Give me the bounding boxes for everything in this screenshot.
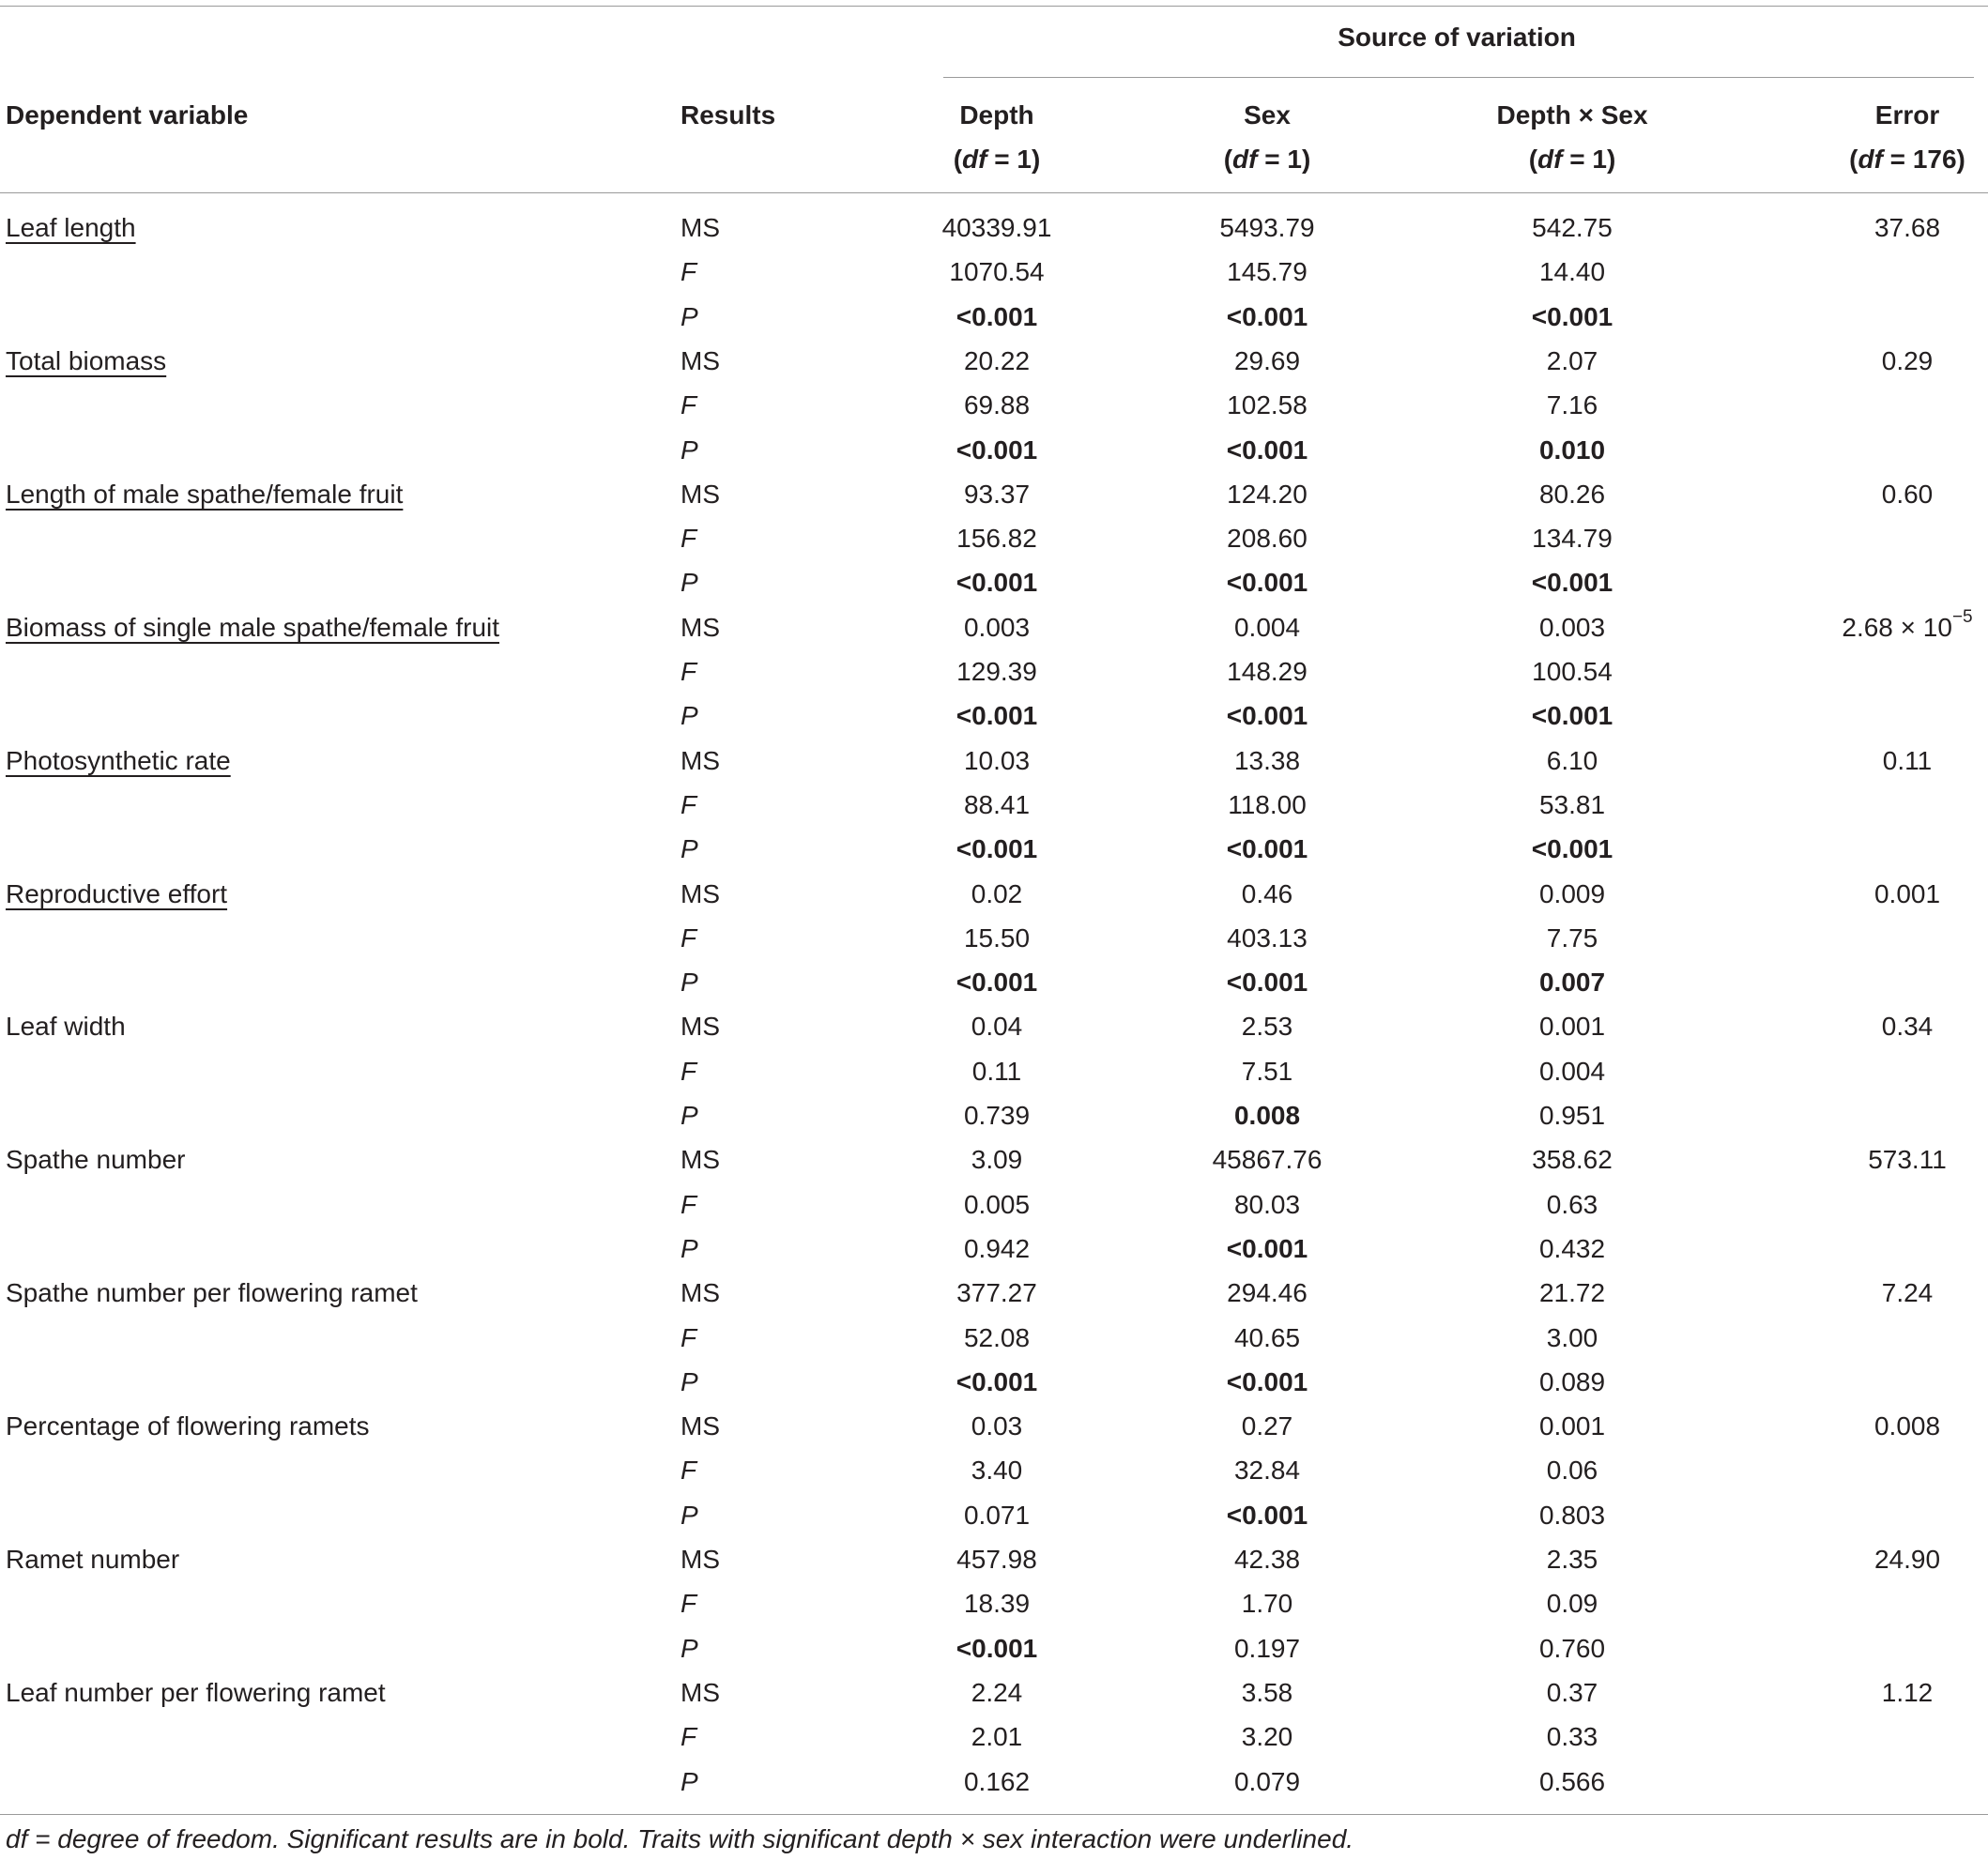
column-header-2: Sex bbox=[1244, 100, 1291, 130]
f-value: 148.29 bbox=[1227, 657, 1307, 686]
p-value: 0.162 bbox=[963, 1766, 1031, 1796]
f-value: 3.20 bbox=[1241, 1722, 1293, 1752]
result-label-p: P bbox=[681, 1233, 698, 1263]
result-label-ms: MS bbox=[681, 213, 720, 242]
df-symbol: df bbox=[1858, 145, 1883, 174]
p-value: <0.001 bbox=[956, 1366, 1038, 1396]
ms-value: 40339.91 bbox=[941, 213, 1052, 242]
result-label-p: P bbox=[681, 1101, 698, 1130]
result-label-f: F bbox=[681, 1322, 697, 1352]
error-exponent: −5 bbox=[1951, 607, 1973, 628]
f-value: 40.65 bbox=[1233, 1322, 1301, 1352]
dependent-variable: Leaf width bbox=[6, 1012, 126, 1042]
f-value: 145.79 bbox=[1227, 257, 1307, 287]
error-value: 0.60 bbox=[1881, 479, 1934, 509]
ms-value: 13.38 bbox=[1233, 745, 1301, 775]
ms-value: 0.004 bbox=[1233, 612, 1301, 642]
header-results: Results bbox=[681, 100, 776, 130]
p-value: 0.739 bbox=[963, 1101, 1031, 1130]
error-value: 0.34 bbox=[1881, 1012, 1934, 1042]
result-label-ms: MS bbox=[681, 1411, 720, 1441]
result-label-f: F bbox=[681, 257, 697, 287]
ms-value: 2.53 bbox=[1241, 1012, 1293, 1042]
ms-value: 3.09 bbox=[971, 1145, 1023, 1175]
f-value: 80.03 bbox=[1233, 1189, 1301, 1219]
result-label-f: F bbox=[681, 1456, 697, 1486]
f-value: 1.70 bbox=[1241, 1589, 1293, 1619]
ms-value: 93.37 bbox=[963, 479, 1031, 509]
p-value: <0.001 bbox=[956, 435, 1038, 465]
p-value: <0.001 bbox=[1226, 568, 1308, 598]
p-value: <0.001 bbox=[1226, 1366, 1308, 1396]
dependent-variable: Photosynthetic rate bbox=[6, 745, 231, 775]
column-df-1: (df = 1) bbox=[953, 145, 1041, 174]
p-value: <0.001 bbox=[956, 968, 1038, 998]
table-footnote: df = degree of freedom. Significant results are in bold. Traits with significant depth × sex interaction were underlined. bbox=[6, 1824, 1354, 1853]
p-value: <0.001 bbox=[1531, 568, 1613, 598]
ms-value: 0.001 bbox=[1538, 1411, 1606, 1441]
ms-value: 20.22 bbox=[963, 345, 1031, 375]
result-label-ms: MS bbox=[681, 1677, 720, 1707]
result-label-p: P bbox=[681, 701, 698, 731]
p-value: <0.001 bbox=[1226, 834, 1308, 864]
f-value: 69.88 bbox=[963, 390, 1031, 420]
f-value: 0.11 bbox=[971, 1056, 1022, 1086]
error-value: 24.90 bbox=[1873, 1545, 1941, 1574]
p-value: <0.001 bbox=[1226, 968, 1308, 998]
result-label-ms: MS bbox=[681, 612, 720, 642]
p-value: <0.001 bbox=[1226, 301, 1308, 331]
p-value: 0.007 bbox=[1538, 968, 1606, 998]
result-label-p: P bbox=[681, 968, 698, 998]
f-value: 2.01 bbox=[971, 1722, 1023, 1752]
result-label-f: F bbox=[681, 390, 697, 420]
f-value: 88.41 bbox=[963, 789, 1031, 819]
ms-value: 0.46 bbox=[1241, 878, 1293, 908]
result-label-f: F bbox=[681, 789, 697, 819]
result-label-p: P bbox=[681, 1500, 698, 1530]
ms-value: 80.26 bbox=[1538, 479, 1606, 509]
f-value: 0.005 bbox=[963, 1189, 1031, 1219]
df-symbol: df bbox=[1537, 145, 1563, 174]
f-value: 0.06 bbox=[1546, 1456, 1598, 1486]
p-value: <0.001 bbox=[956, 834, 1038, 864]
f-value: 7.75 bbox=[1546, 922, 1598, 953]
p-value: 0.951 bbox=[1538, 1101, 1606, 1130]
span-rule bbox=[943, 77, 1974, 78]
ms-value: 358.62 bbox=[1532, 1145, 1613, 1175]
df-symbol: df bbox=[962, 145, 987, 174]
ms-value: 29.69 bbox=[1233, 345, 1301, 375]
result-label-f: F bbox=[681, 1189, 697, 1219]
ms-value: 457.98 bbox=[956, 1545, 1037, 1574]
p-value: <0.001 bbox=[1531, 701, 1613, 731]
ms-value: 0.003 bbox=[963, 612, 1031, 642]
f-value: 14.40 bbox=[1538, 257, 1606, 287]
p-value: <0.001 bbox=[956, 701, 1038, 731]
f-value: 1070.54 bbox=[949, 257, 1045, 287]
p-value: <0.001 bbox=[956, 301, 1038, 331]
f-value: 102.58 bbox=[1227, 390, 1307, 420]
ms-value: 0.02 bbox=[971, 878, 1023, 908]
column-header-3: Depth × Sex bbox=[1496, 100, 1648, 130]
error-value: $2.68 \times 10^{-5}$ bbox=[1842, 607, 1973, 642]
result-label-p: P bbox=[681, 1633, 698, 1663]
ms-value: 5493.79 bbox=[1219, 213, 1315, 242]
dependent-variable: Ramet number bbox=[6, 1545, 180, 1574]
result-label-p: P bbox=[681, 1766, 698, 1796]
p-value: 0.071 bbox=[963, 1500, 1031, 1530]
df-symbol: df bbox=[1232, 145, 1258, 174]
ms-value: 45867.76 bbox=[1212, 1145, 1323, 1175]
p-value: 0.803 bbox=[1538, 1500, 1606, 1530]
ms-value: 2.24 bbox=[971, 1677, 1023, 1707]
f-value: 3.40 bbox=[971, 1456, 1023, 1486]
p-value: <0.001 bbox=[1226, 435, 1308, 465]
f-value: 100.54 bbox=[1532, 657, 1613, 686]
error-value: 0.001 bbox=[1873, 878, 1941, 908]
p-value: <0.001 bbox=[1531, 301, 1613, 331]
dependent-variable: Length of male spathe/female fruit bbox=[6, 479, 404, 509]
result-label-ms: MS bbox=[681, 1145, 720, 1175]
column-header-4: Error bbox=[1874, 100, 1940, 130]
f-value: 0.33 bbox=[1546, 1722, 1598, 1752]
f-value: 18.39 bbox=[963, 1589, 1031, 1619]
ms-value: 0.37 bbox=[1546, 1677, 1598, 1707]
f-value: 7.51 bbox=[1241, 1056, 1293, 1086]
result-label-ms: MS bbox=[681, 745, 720, 775]
result-label-ms: MS bbox=[681, 1545, 720, 1574]
error-value: 573.11 bbox=[1868, 1145, 1947, 1175]
ms-value: 6.10 bbox=[1546, 745, 1598, 775]
result-label-f: F bbox=[681, 1722, 697, 1752]
p-value: <0.001 bbox=[1226, 1233, 1308, 1263]
p-value: 0.079 bbox=[1233, 1766, 1301, 1796]
ms-value: 124.20 bbox=[1227, 479, 1307, 509]
result-label-p: P bbox=[681, 435, 698, 465]
result-label-f: F bbox=[681, 524, 697, 554]
ms-value: 0.003 bbox=[1538, 612, 1606, 642]
error-value: 0.29 bbox=[1881, 345, 1934, 375]
p-value: 0.432 bbox=[1538, 1233, 1606, 1263]
ms-value: 0.04 bbox=[971, 1012, 1023, 1042]
error-value: 37.68 bbox=[1873, 213, 1941, 242]
result-label-ms: MS bbox=[681, 345, 720, 375]
p-value: 0.008 bbox=[1233, 1101, 1301, 1130]
p-value: 0.010 bbox=[1538, 435, 1606, 465]
ms-value: 2.07 bbox=[1546, 345, 1598, 375]
error-value: 1.12 bbox=[1881, 1677, 1934, 1707]
result-label-f: F bbox=[681, 1589, 697, 1619]
result-label-p: P bbox=[681, 568, 698, 598]
ms-value: 0.009 bbox=[1538, 878, 1606, 908]
result-label-ms: MS bbox=[681, 1012, 720, 1042]
result-label-p: P bbox=[681, 301, 698, 331]
ms-value: 294.46 bbox=[1227, 1278, 1307, 1308]
ms-value: 2.35 bbox=[1546, 1545, 1598, 1574]
error-value: 7.24 bbox=[1881, 1278, 1934, 1308]
f-value: 0.63 bbox=[1546, 1189, 1598, 1219]
error-value: 0.008 bbox=[1873, 1411, 1941, 1441]
dependent-variable: Leaf number per flowering ramet bbox=[6, 1677, 386, 1707]
f-value: 403.13 bbox=[1227, 922, 1307, 953]
f-value: 0.09 bbox=[1546, 1589, 1598, 1619]
ms-value: 10.03 bbox=[963, 745, 1031, 775]
table-bottom-rule bbox=[0, 1814, 1988, 1815]
p-value: <0.001 bbox=[1226, 701, 1308, 731]
ms-value: 42.38 bbox=[1233, 1545, 1301, 1574]
result-label-f: F bbox=[681, 922, 697, 953]
f-value: 52.08 bbox=[963, 1322, 1031, 1352]
dependent-variable: Leaf length bbox=[6, 213, 136, 242]
table-top-rule bbox=[0, 6, 1988, 7]
result-label-p: P bbox=[681, 834, 698, 864]
p-value: <0.001 bbox=[956, 1633, 1038, 1663]
p-value: <0.001 bbox=[1531, 834, 1613, 864]
p-value: 0.089 bbox=[1538, 1366, 1606, 1396]
dependent-variable: Biomass of single male spathe/female fruit bbox=[6, 612, 500, 642]
span-title: Source of variation bbox=[1338, 23, 1576, 52]
ms-value: 21.72 bbox=[1538, 1278, 1606, 1308]
f-value: 32.84 bbox=[1233, 1456, 1301, 1486]
result-label-f: F bbox=[681, 657, 697, 686]
f-value: 118.00 bbox=[1228, 789, 1307, 819]
p-value: 0.197 bbox=[1233, 1633, 1301, 1663]
ms-value: 3.58 bbox=[1241, 1677, 1293, 1707]
f-value: 134.79 bbox=[1532, 524, 1613, 554]
result-label-ms: MS bbox=[681, 1278, 720, 1308]
column-df-2: (df = 1) bbox=[1223, 145, 1311, 174]
header-rule bbox=[0, 192, 1988, 193]
f-value: 208.60 bbox=[1227, 524, 1307, 554]
p-value: <0.001 bbox=[1226, 1500, 1308, 1530]
p-value: 0.760 bbox=[1538, 1633, 1606, 1663]
f-value: 129.39 bbox=[956, 657, 1037, 686]
result-label-ms: MS bbox=[681, 479, 720, 509]
dependent-variable: Reproductive effort bbox=[6, 878, 228, 908]
result-label-ms: MS bbox=[681, 878, 720, 908]
ms-value: 0.27 bbox=[1241, 1411, 1293, 1441]
f-value: 53.81 bbox=[1538, 789, 1606, 819]
column-header-1: Depth bbox=[959, 100, 1034, 130]
p-value: 0.942 bbox=[963, 1233, 1031, 1263]
f-value: 0.004 bbox=[1538, 1056, 1606, 1086]
f-value: 15.50 bbox=[963, 922, 1031, 953]
ms-value: 0.03 bbox=[971, 1411, 1023, 1441]
f-value: 156.82 bbox=[956, 524, 1037, 554]
result-label-p: P bbox=[681, 1366, 698, 1396]
p-value: 0.566 bbox=[1538, 1766, 1606, 1796]
dependent-variable: Total biomass bbox=[6, 345, 167, 375]
error-value: 0.11 bbox=[1882, 745, 1933, 775]
p-value: <0.001 bbox=[956, 568, 1038, 598]
ms-value: 0.001 bbox=[1538, 1012, 1606, 1042]
f-value: 7.16 bbox=[1546, 390, 1598, 420]
ms-value: 377.27 bbox=[956, 1278, 1037, 1308]
ms-value: 542.75 bbox=[1532, 213, 1613, 242]
result-label-f: F bbox=[681, 1056, 697, 1086]
dependent-variable: Percentage of flowering ramets bbox=[6, 1411, 370, 1441]
column-df-4: (df = 176) bbox=[1849, 145, 1965, 174]
f-value: 3.00 bbox=[1546, 1322, 1598, 1352]
column-df-3: (df = 1) bbox=[1528, 145, 1616, 174]
dependent-variable: Spathe number per flowering ramet bbox=[6, 1278, 418, 1308]
header-dependent-variable: Dependent variable bbox=[6, 100, 249, 130]
dependent-variable: Spathe number bbox=[6, 1145, 186, 1175]
